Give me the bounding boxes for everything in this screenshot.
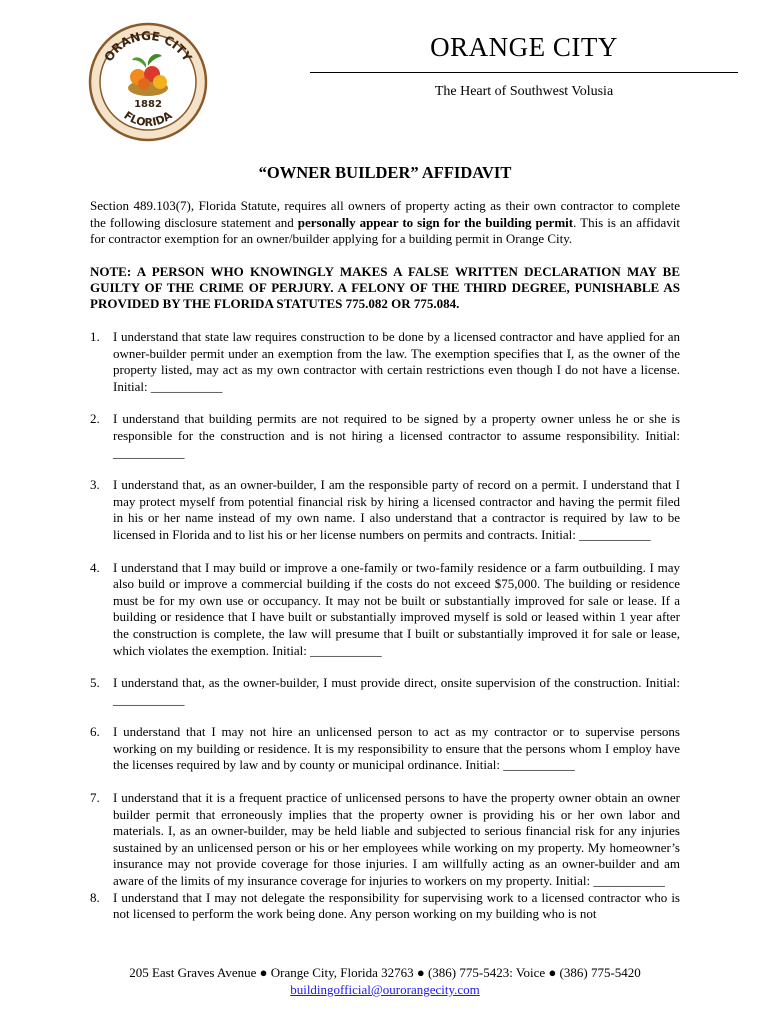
list-item (90, 790, 680, 890)
item-text: I understand that, as the owner-builder, I must provide direct, onsite supervision of the construction. Initial: ___________ (113, 675, 680, 707)
list-item (90, 724, 680, 774)
perjury-note: NOTE: A PERSON WHO KNOWINGLY MAKES A FALSE WRITTEN DECLARATION MAY BE GUILTY OF THE CRIME OF PERJURY. A FELONY OF THE THIRD DEGREE, PUNISHABLE AS PROVIDED BY THE FLORIDA STATUTES 775.082 OR 775.084. (90, 264, 680, 311)
item-number: 5. (90, 675, 100, 691)
list-item (90, 560, 680, 660)
orange-city-seal (88, 22, 208, 142)
item-number: 4. (90, 559, 100, 575)
item-text: I understand that I may build or improve a one-family or two-family residence or a farm outbuilding. I may also build or improve a commercial building if the costs do not exceed $75,000. The building or residence must be for my own use or occupancy. It may not be built or substantially improved for sale or lease. If a building or residence that I have built or substantially improved myself is sold or leased within 1 year after the construction is complete, the law will presume that I built or substantially improved it for sale or lease, which violates the exemption. Initial: ___________ (113, 559, 680, 658)
item-text: I understand that I may not hire an unlicensed person to act as my contractor or to supervise persons working on my building or residence. It is my responsibility to ensure that the persons whom I employ have the licenses required by law and by county or municipal ordinance. Initial: ___________ (113, 724, 680, 773)
list-item (90, 329, 680, 395)
item-number: 8. (90, 889, 100, 905)
city-name-heading: ORANGE CITY (430, 32, 618, 62)
item-text: I understand that I may not delegate the responsibility for supervising work to a licensed contractor who is not licensed to perform the work being done. Any person working on my building who is not (113, 889, 680, 922)
intro-bold-text: personally appear to sign for the building permit (297, 214, 574, 230)
list-item (90, 477, 680, 543)
intro-text-1: Section 489.103(7), Florida Statute, requires all owners of property acting as their own contractor to complete the following disclosure statement and (90, 198, 680, 230)
list-item (90, 890, 680, 923)
seal-bottom-text: FLORIDA (121, 108, 175, 130)
document-title: “OWNER BUILDER” AFFIDAVIT (258, 163, 512, 182)
item-text: I understand that state law requires construction to be done by a licensed contractor and have applied for an owner-builder permit under an exemption from the law. The exemption specifies that I, as the owner of the property listed, may act as my own contractor with certain restrictions even though I do not have a license. Initial: ___________ (113, 329, 680, 394)
city-tagline: The Heart of Southwest Volusia (434, 84, 614, 99)
intro-paragraph (90, 198, 680, 248)
item-number: 6. (90, 724, 100, 740)
list-item (90, 411, 680, 461)
affidavit-items (90, 329, 680, 923)
intro-text-2: . This is an affidavit for contractor exemption for an owner/builder applying for a building permit in Orange City. (90, 214, 681, 246)
item-text: I understand that it is a frequent practice of unlicensed persons to have the property owner obtain an owner builder permit that erroneously implies that the property owner is providing his or her own labor and materials. I, as an owner-builder, may be held liable and subjected to serious financial risk for any injuries sustained by an unlicensed person or his or her employees while working on my property. My homeowner’s insurance may not provide coverage for those injuries. I am willfully acting as an owner-builder and am aware of the limits of my insurance coverage for injuries to workers on my property. Initial: ___________ (113, 790, 680, 889)
seal-top-text: ORANGE CITY (101, 28, 195, 65)
item-text: I understand that, as an owner-builder, I am the responsible party of record on a permit. I understand that I may protect myself from potential financial risk by hiring a licensed contractor and having the permit filed in his or her name instead of my own name. I also understand that a contractor is required by law to be licensed in Florida and to list his or her license numbers on permits and contracts. Initial: ___________ (113, 477, 680, 542)
item-number: 2. (90, 411, 100, 427)
seal-year: 1882 (134, 99, 162, 110)
item-number: 7. (90, 790, 100, 806)
header-rule (310, 72, 738, 73)
list-item (90, 675, 680, 708)
item-text: I understand that building permits are not required to be signed by a property owner unless he or she is responsible for the construction and is not hiring a licensed contractor to assume responsibility. Initial: ___________ (113, 411, 680, 460)
footer-address: 205 East Graves Avenue ● Orange City, Florida 32763 ● (386) 775-5423: Voice ● (386) 775-5420 (60, 964, 710, 981)
footer-email-link[interactable]: buildingofficial@ourorangecity.com (290, 982, 480, 997)
item-number: 1. (90, 329, 100, 344)
item-number: 3. (90, 477, 100, 493)
